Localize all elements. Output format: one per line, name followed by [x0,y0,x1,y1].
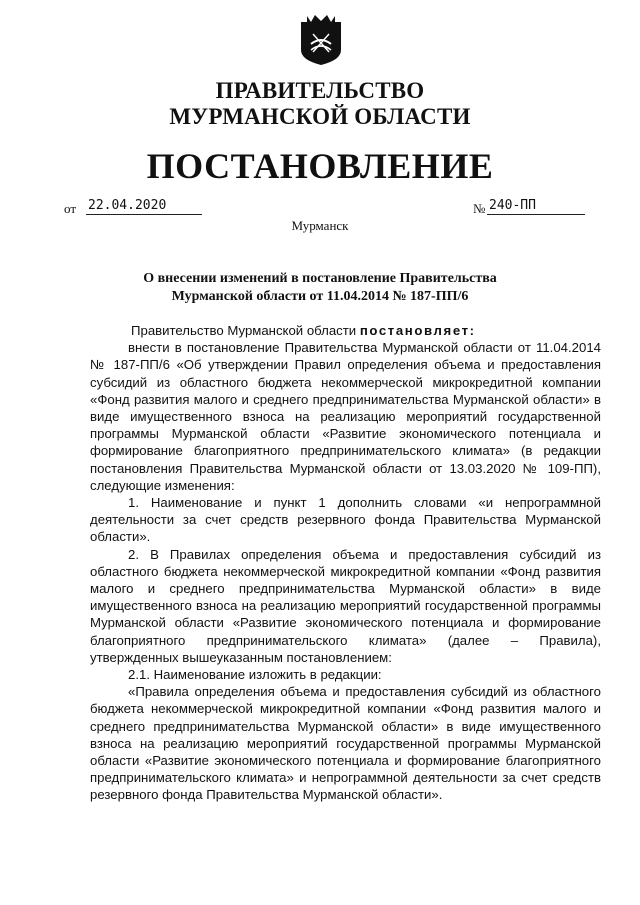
number-label: № [473,201,486,216]
paragraph-item-1: 1. Наименование и пункт 1 дополнить словами «и непрограммной деятельности за счет средств резервного фонда Правительства Мурманской области». [90,495,601,545]
subject-line2: Мурманской области от 11.04.2014 № 187-ПП/6 [171,289,469,304]
date-number-row [64,197,594,219]
date-label: от [64,201,77,216]
paragraph-quote: «Правила определения объема и предоставления субсидий из областного бюджета некоммерческой микрокредитной компании «Фонд развития малого и среднего предпринимательства Мурманской области» в виде имущественного взноса на реализацию мероприятий государственной программы Мурманской области «Развитие экономического потенциала и формирование благоприятного предпринимательского климата» и непрограммной деятельности за счет средств резервного фонда Правительства Мурманской области». [90,684,601,803]
document-number: 240-ПП [487,197,585,215]
document-subject [0,270,640,306]
intro-emphasis: постановляет: [359,323,476,338]
intro-prefix: Правительство Мурманской области [131,323,360,338]
coat-of-arms-icon [299,10,343,66]
government-title-line2: МУРМАНСКОЙ ОБЛАСТИ [169,104,471,129]
document-type: ПОСТАНОВЛЕНИЕ [146,146,494,186]
intro-paragraph [90,322,601,339]
paragraph-item-2: 2. В Правилах определения объема и предоставления субсидий из областного бюджета некоммерческой микрокредитной компании «Фонд развития малого и среднего предпринимательства Мурманской области» в виде имущественного взноса на реализацию мероприятий государственной программы Мурманской области «Развитие экономического потенциала и формирование благоприятного предпринимательского климата» (далее – Правила), утвержденных вышеуказанным постановлением: [90,546,601,665]
paragraph-main: внести в постановление Правительства Мурманской области от 11.04.2014 № 187-ПП/6 «Об утверждении Правил определения объема и предоставления субсидий из областного бюджета некоммерческой микрокредитной компании «Фонд развития малого и среднего предпринимательства Мурманской области» в виде имущественного взноса на реализацию мероприятий государственной программы Мурманской области «Развитие экономического потенциала и формирование благоприятного предпринимательского климата» (в редакции постановления Правительства Мурманской области от 13.03.2020 № 109-ПП), следующие изменения: [90,340,601,493]
document-date: 22.04.2020 [86,197,202,215]
subject-line1: О внесении изменений в постановление Правительства [143,271,497,286]
paragraph-item-2-1: 2.1. Наименование изложить в редакции: [128,667,382,683]
government-title-line1: ПРАВИТЕЛЬСТВО [215,78,425,103]
government-title [0,78,640,130]
document-body [90,322,601,804]
city: Мурманск [291,218,349,233]
